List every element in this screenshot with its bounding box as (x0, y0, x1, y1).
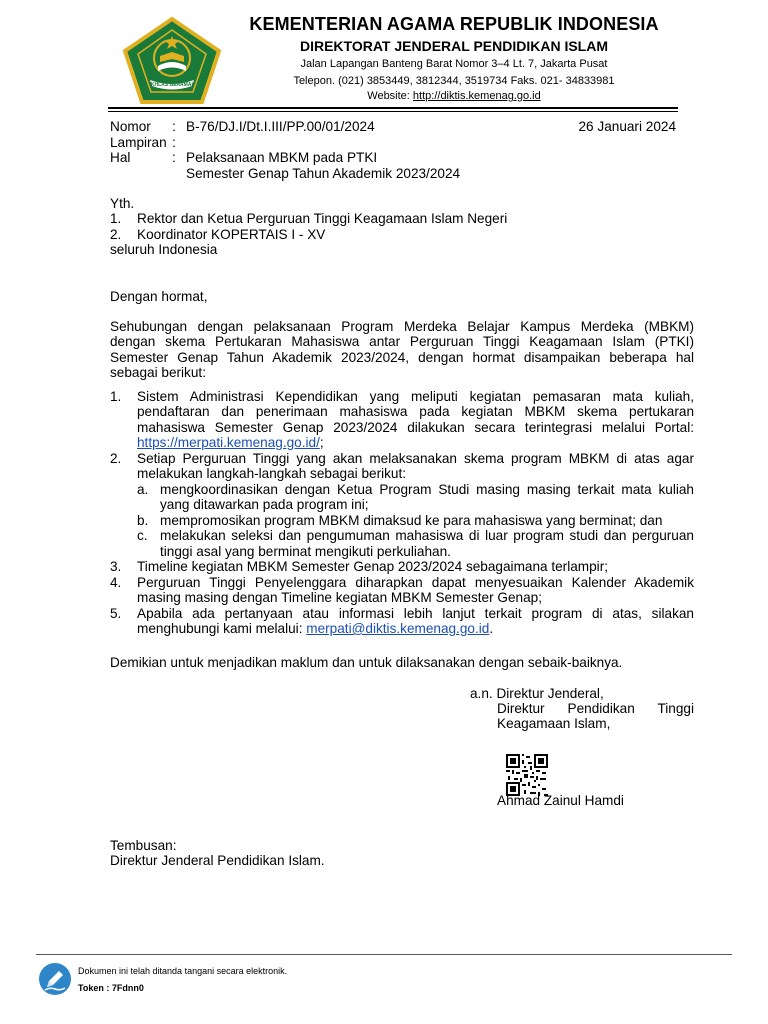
point-5-contact (137, 621, 493, 637)
point-2-line: melakukan langkah-langkah sebagai berikut: (137, 466, 407, 481)
sub-c-line: melakukan seleksi dan pengumuman mahasiswa di luar program studi dan perguruan (160, 528, 694, 543)
sub-b-letter: b. (137, 513, 149, 528)
point-5-number: 5. (110, 606, 122, 621)
recipient-footer: seluruh Indonesia (110, 242, 218, 257)
point-1-portal (137, 435, 324, 451)
nomor-colon: : (172, 119, 176, 134)
point-5-suffix: . (489, 621, 494, 636)
header-rule (108, 107, 678, 109)
sub-a-letter: a. (137, 482, 149, 497)
kemenag-logo-icon (122, 16, 222, 104)
intro-line: sebagai berikut: (110, 365, 206, 380)
email-link[interactable]: merpati@diktis.kemenag.go.id (306, 621, 490, 636)
signature-qr-code-icon (506, 754, 548, 796)
merpati-portal-link[interactable]: https://merpati.kemenag.go.id/ (137, 435, 320, 450)
recipient-1: Rektor dan Ketua Perguruan Tinggi Keagamaan Islam Negeri (137, 211, 508, 226)
greeting: Dengan hormat, (110, 289, 208, 304)
recipient-1-number: 1. (110, 211, 122, 226)
document-token: Token : 7Fdnn0 (78, 983, 144, 993)
point-3-text: Timeline kegiatan MBKM Semester Genap 2023/2024 sebagaimana terlampir; (137, 559, 608, 574)
intro-line: Sehubungan dengan pelaksanaan Program Merdeka Belajar Kampus Merdeka (MBKM) (110, 319, 694, 334)
header-website (230, 90, 678, 102)
point-4-number: 4. (110, 575, 122, 590)
sub-b-line: mempromosikan program MBKM dimaksud ke para mahasiswa yang berminat; dan (160, 513, 663, 528)
ministry-title: KEMENTERIAN AGAMA REPUBLIK INDONESIA (249, 14, 659, 34)
e-signature-pen-icon (38, 962, 72, 996)
point-2-number: 2. (110, 451, 122, 466)
header-rule-thin (108, 111, 678, 112)
point-1-suffix: ; (319, 435, 324, 450)
letter-date: 26 Januari 2024 (578, 119, 676, 134)
cc-item: Direktur Jenderal Pendidikan Islam. (110, 853, 325, 868)
signature-an: a.n. Direktur Jenderal, (470, 686, 604, 701)
sub-c-letter: c. (137, 528, 148, 543)
hal-line-1: Pelaksanaan MBKM pada PTKI (186, 150, 378, 165)
header-address: Jalan Lapangan Banteng Barat Nomor 3–4 Lt. 7, Jakarta Pusat (300, 58, 608, 70)
point-2-line: Setiap Perguruan Tinggi yang akan melaksanakan skema program MBKM di atas agar (137, 451, 694, 466)
point-1-line: Sistem Administrasi Kependidikan yang meliputi kegiatan pemasaran mata kuliah, (137, 389, 694, 404)
lampiran-label: Lampiran (110, 135, 167, 150)
point-5-prefix: menghubungi kami melalui: (137, 621, 307, 636)
signature-title-2: Keagamaan Islam, (497, 716, 611, 731)
point-5-line: Apabila ada pertanyaan atau informasi lebih lanjut terkait program di atas, silakan (137, 606, 694, 621)
signatory-name: Ahmad Zainul Hamdi (497, 793, 624, 808)
directorate-title: DIREKTORAT JENDERAL PENDIDIKAN ISLAM (299, 38, 609, 54)
sub-a-line: mengkoordinasikan dengan Ketua Program Studi masing masing terkait mata kuliah (160, 482, 694, 497)
signature-title-1: Direktur Pendidikan Tinggi (497, 701, 694, 716)
header-phone: Telepon. (021) 3853449, 3812344, 3519734 Faks. 021- 34833981 (293, 75, 615, 87)
intro-line: Semester Genap Tahun Akademik 2023/2024, dengan hormat disampaikan beberapa hal (110, 350, 694, 365)
point-3-number: 3. (110, 559, 122, 574)
point-4-line: Perguruan Tinggi Penyelenggara diharapkan dapat menyesuaikan Kalender Akademik (137, 575, 694, 590)
recipient-2: Koordinator KOPERTAIS I - XV (137, 227, 326, 242)
hal-line-2: Semester Genap Tahun Akademik 2023/2024 (186, 166, 461, 181)
footer-rule (36, 954, 732, 955)
cc-label: Tembusan: (110, 838, 177, 853)
point-4-line: masing masing dengan Timeline kegiatan MBKM Semester Genap; (137, 590, 542, 605)
nomor-value: B-76/DJ.I/Dt.I.III/PP.00/01/2024 (186, 119, 375, 134)
lampiran-colon: : (172, 135, 176, 150)
point-1-number: 1. (110, 389, 122, 404)
nomor-label: Nomor (110, 119, 151, 134)
closing-statement: Demikian untuk menjadikan maklum dan untuk dilaksanakan dengan sebaik-baiknya. (110, 655, 623, 670)
sub-c-line: tinggi asal yang berminat mengikuti perkuliahan. (160, 544, 451, 559)
e-signature-note: Dokumen ini telah ditanda tangani secara elektronik. (78, 966, 288, 976)
point-1-line: mahasiswa Semester Genap 2023/2024 dilakukan secara terintegrasi melalui Portal: (137, 420, 694, 435)
yth-label: Yth. (110, 196, 135, 211)
sub-a-line: yang ditawarkan pada program ini; (160, 497, 369, 512)
hal-colon: : (172, 150, 176, 165)
intro-line: dengan skema Pertukaran Mahasiswa antar Perguruan Tinggi Keagamaan Islam (PTKI) (110, 334, 694, 349)
logo-motto: IKHLAS BERAMAL (149, 82, 195, 88)
hal-label: Hal (110, 150, 131, 165)
recipient-2-number: 2. (110, 227, 122, 242)
point-1-line: pendaftaran dan penerimaan mahasiswa pada kegiatan MBKM skema pertukaran (137, 404, 694, 419)
website-link[interactable]: http://diktis.kemenag.go.id (412, 90, 541, 102)
website-label: Website: (367, 90, 413, 102)
